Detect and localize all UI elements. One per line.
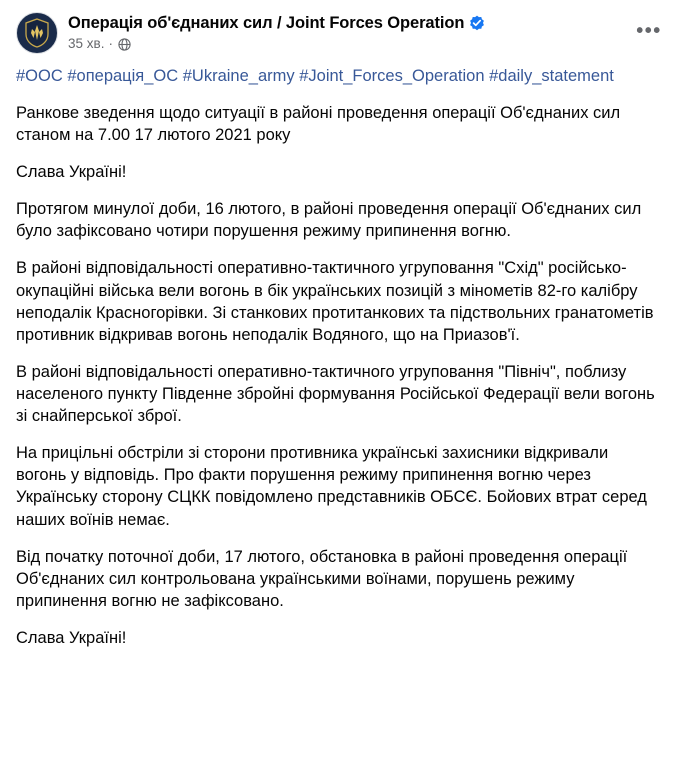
globe-icon[interactable] (118, 38, 131, 51)
post-paragraph: В районі відповідальності оперативно-тактичного угруповання "Північ", поблизу населеного пункту Південне збройні формування Російської Федерації вели вогонь зі снайперської зброї. (16, 362, 655, 426)
post-paragraph: На прицільні обстріли зі сторони противника українські захисники відкривали вогонь у відповідь. Про факти порушення режиму припинення вогню через Українську сторону СЦКК повідомлено представників ОБСЄ. Бойових втрат серед наших воїнів немає. (16, 444, 647, 529)
post-more-options-button[interactable]: ••• (636, 19, 662, 42)
meta-separator: · (108, 36, 113, 51)
post-header (16, 12, 662, 54)
post-paragraph: Протягом минулої доби, 16 лютого, в районі проведення операції Об'єднаних сил було зафіксовано чотири порушення режиму припинення вогню. (16, 200, 642, 241)
hashtag-link[interactable]: #Ukraine_army (182, 67, 295, 85)
post-paragraph: Від початку поточної доби, 17 лютого, обстановка в районі проведення операції Об'єднаних сил контрольована українськими воїнами, порушень режиму припинення вогню не зафіксовано. (16, 547, 628, 610)
post-timestamp[interactable]: 35 хв. (68, 36, 105, 51)
page-name-row (68, 13, 632, 33)
post-meta (68, 36, 632, 52)
hashtag-link[interactable]: #ООС (16, 67, 63, 85)
verified-badge-icon (469, 15, 485, 31)
post-header-text (68, 12, 632, 52)
avatar[interactable] (16, 12, 58, 54)
post-body (16, 66, 662, 657)
hashtag-link[interactable]: #операція_ОС (67, 67, 179, 85)
hashtag-link[interactable]: #daily_statement (489, 67, 614, 85)
post-paragraph: Слава Україні! (16, 163, 127, 182)
post-paragraph: Ранкове зведення щодо ситуації в районі проведення операції Об'єднаних сил станом на 7.00 17 лютого 2021 року (16, 103, 621, 145)
hashtag-link[interactable]: #Joint_Forces_Operation (299, 67, 485, 85)
post-paragraph: В районі відповідальності оперативно-тактичного угруповання "Схід" російсько-окупаційні війська вели вогонь в бік українських позицій з мінометів 82-го калібру неподалік Красногорівки. Зі станкових протитанкових та підствольних гранатометів противник відкривав вогонь неподалік Водяного, що на Приазов'ї. (16, 259, 654, 344)
post-hashtags (16, 66, 662, 88)
military-crest-icon (24, 18, 50, 48)
post-paragraph: Слава Україні! (16, 629, 127, 648)
page-name[interactable]: Операція об'єднаних сил / Joint Forces Operation (68, 14, 465, 32)
